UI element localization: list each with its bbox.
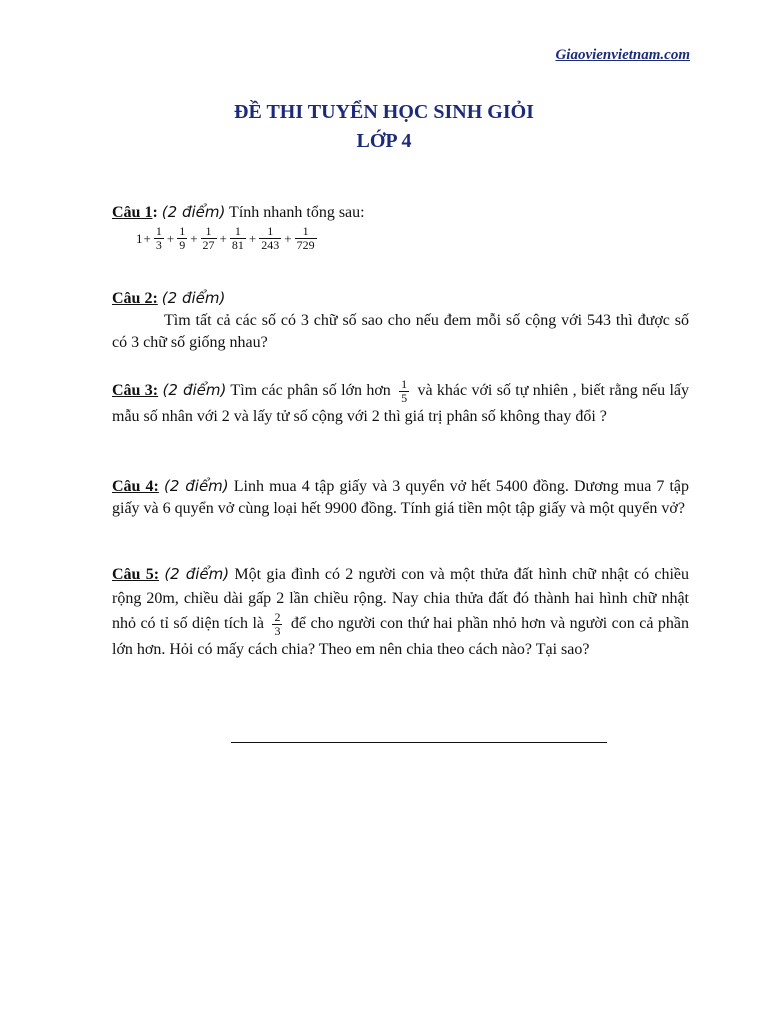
- question-3-label: Câu 3:: [112, 382, 159, 400]
- plus-sign: +: [219, 230, 227, 246]
- question-1: [112, 201, 689, 224]
- question-3-text-b: và khác với số tự nhiên , biết rằng nếu lấy mẫu số nhân với 2 và lấy tử số cộng với 2 thì giá trị phân số không thay đổi ?: [112, 382, 690, 425]
- question-5-label: Câu 5:: [112, 566, 160, 583]
- question-2-points: (2 điểm): [161, 289, 226, 307]
- question-5: [112, 562, 689, 662]
- plus-sign: +: [143, 230, 151, 246]
- question-3: [112, 378, 689, 429]
- question-5-points: (2 điểm): [164, 565, 230, 583]
- question-3-points: (2 điểm): [162, 381, 227, 400]
- question-1-colon: :: [152, 204, 158, 221]
- exam-grade: LỚP 4: [356, 130, 412, 152]
- sum-lead: 1: [136, 230, 143, 246]
- plus-sign: +: [284, 230, 292, 246]
- question-1-sum-expression: [136, 225, 319, 252]
- question-1-text: Tính nhanh tổng sau:: [229, 204, 365, 221]
- fraction: $\frac{1}{243}$: [261, 224, 280, 252]
- question-2: [112, 287, 689, 354]
- question-2-text: Tìm tất cả các số có 3 chữ số sao cho nếu đem mỗi số cộng với 543 thì được số có 3 chữ số giống nhau?: [112, 312, 689, 351]
- fraction: $\frac{1}{3}$: [155, 224, 162, 252]
- question-4-points: (2 điểm): [164, 477, 229, 495]
- question-3-text-a: Tìm các phân số lớn hơn: [230, 382, 391, 400]
- question-5-text-a: Một gia đình có 2 người con và một thửa đất hình chữ nhật có chiều rộng 20m, chiều dài gấp 2 lần chiều rộng. Nay chia thửa đất đó thành hai hình chữ nhật nhỏ có tỉ số diện tích là: [112, 566, 690, 633]
- question-5-fraction: $\frac{2}{3}$: [274, 610, 281, 638]
- question-4-label: Câu 4:: [112, 478, 159, 495]
- exam-title: ĐỀ THI TUYỂN HỌC SINH GIỎI: [234, 101, 534, 123]
- plus-sign: +: [190, 230, 198, 246]
- question-1-label: Câu 1: [112, 204, 153, 221]
- end-divider: [231, 742, 607, 743]
- fraction: $\frac{1}{81}$: [231, 224, 244, 252]
- fraction: $\frac{1}{27}$: [202, 224, 215, 252]
- question-1-points: (2 điểm): [161, 203, 226, 221]
- plus-sign: +: [248, 230, 257, 246]
- question-5-text-b: để cho người con thứ hai phần nhỏ hơn và người con cả phần lớn hơn. Hỏi có mấy cách chia? Theo em nên chia theo cách nào? Tại sao?: [112, 615, 689, 658]
- plus-sign: +: [166, 230, 175, 246]
- question-4-text: Linh mua 4 tập giấy và 3 quyển vở hết 5400 đồng. Dương mua 7 tập giấy và 6 quyển vở cùng loại hết 9900 đồng. Tính giá tiền một tập giấy và một quyển vở?: [112, 478, 690, 517]
- site-watermark[interactable]: Giaovienvietnam.com: [555, 47, 690, 63]
- question-3-fraction: $\frac{1}{5}$: [401, 377, 408, 405]
- fraction: $\frac{1}{729}$: [296, 224, 315, 252]
- question-2-label: Câu 2:: [112, 290, 158, 307]
- fraction: $\frac{1}{9}$: [179, 224, 186, 252]
- question-4: [112, 475, 689, 520]
